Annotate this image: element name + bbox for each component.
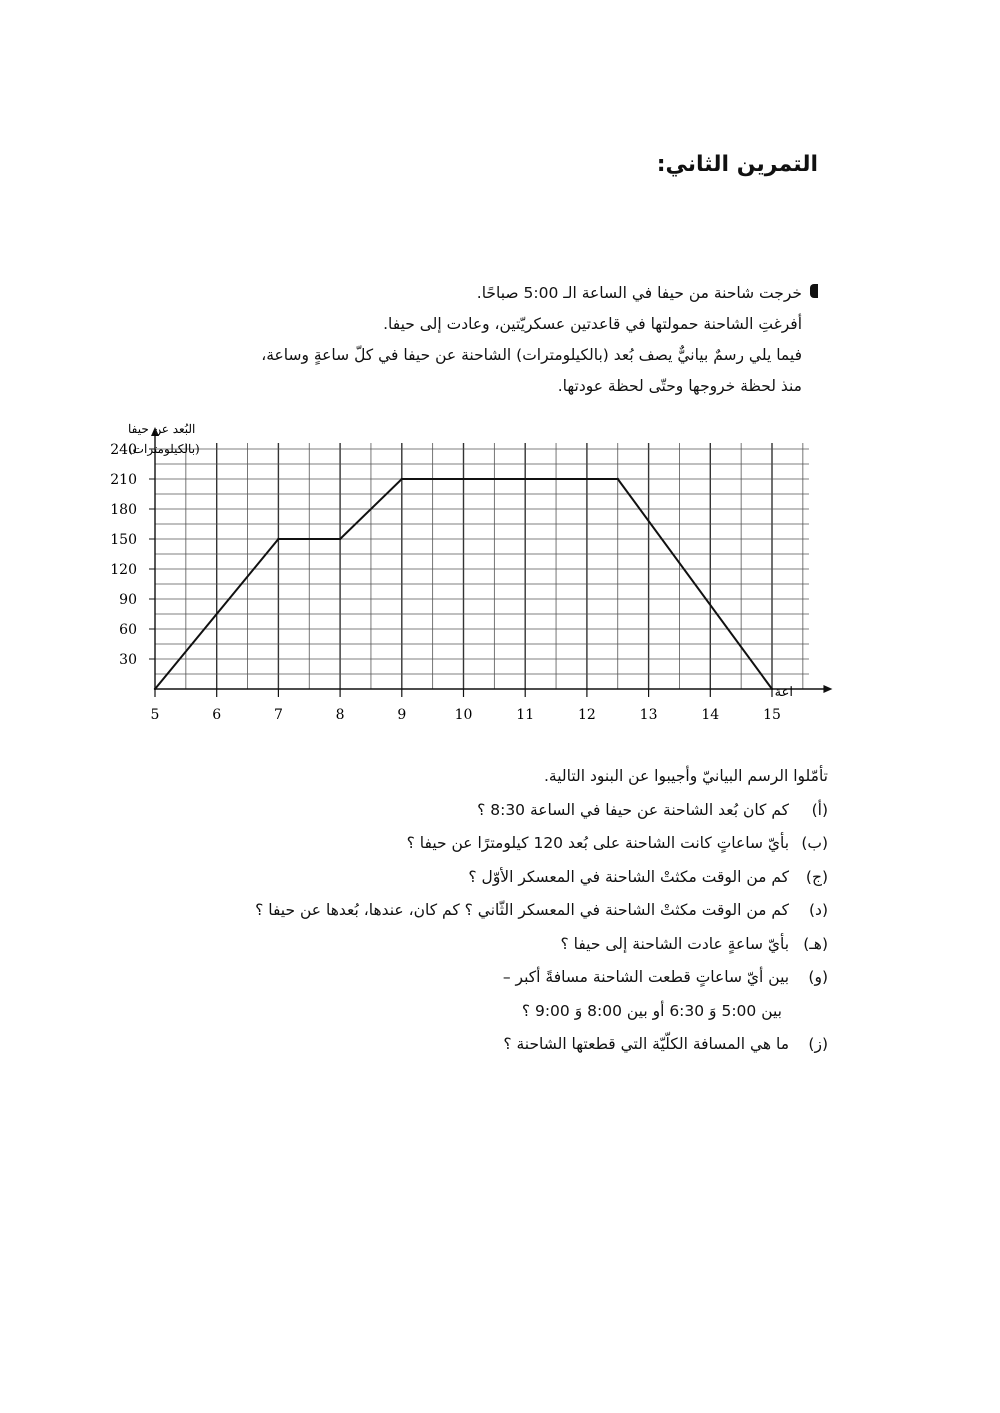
- question-f-continuation: [148, 995, 828, 1029]
- questions-intro: تأمّلوا الرسم البيانيّ وأجيبوا عن البنود التالية.: [543, 767, 828, 785]
- x-tick-label: 5: [150, 707, 160, 723]
- y-tick-label: 210: [110, 472, 137, 488]
- question-c: [148, 861, 828, 895]
- data-point: [277, 538, 279, 540]
- question-text: كم كان بُعد الشاحنة عن حيفا في الساعة 8:30 ؟: [477, 800, 790, 819]
- intro-paragraph: [122, 278, 802, 402]
- x-tick-label: 15: [763, 707, 781, 723]
- chart-svg: [40, 405, 860, 745]
- question-text: ما هي المسافة الكلّيّة التي قطعتها الشاحنة ؟: [503, 1035, 790, 1053]
- x-tick-label: 7: [273, 707, 283, 723]
- bullet-mark: [810, 284, 818, 298]
- data-point: [771, 688, 773, 690]
- question-f: [148, 961, 828, 995]
- question-letter: (ب): [801, 834, 828, 852]
- x-tick-label: 10: [454, 707, 473, 723]
- intro-line-2: أفرغتِ الشاحنة حمولتها في قاعدتين عسكريّتين، وعادت إلى حيفا.: [383, 315, 802, 333]
- y-axis-label-line2: (بالكيلومترات): [128, 442, 200, 456]
- x-tick-label: 6: [212, 707, 222, 723]
- x-tick-label: 14: [701, 707, 720, 723]
- question-b: [148, 827, 828, 861]
- question-letter: (ز): [808, 1035, 828, 1053]
- x-axis-arrow: [823, 685, 832, 693]
- y-tick-label: 60: [119, 622, 137, 638]
- y-tick-label: 180: [110, 502, 137, 518]
- data-point: [154, 688, 156, 690]
- question-text: بأيّ ساعاتٍ كانت الشاحنة على بُعد 120 كيلومترًا عن حيفا ؟: [406, 834, 790, 852]
- question-text: بين 5:00 وَ 6:30 أو بين 8:00 وَ 9:00 ؟: [521, 1001, 782, 1020]
- x-tick-label: 11: [516, 707, 535, 723]
- page-title: التمرين الثاني:: [656, 152, 818, 177]
- question-a: [148, 794, 828, 828]
- y-axis-label-line1: البُعد عن حيفا: [128, 422, 196, 436]
- x-tick-label: 12: [577, 707, 596, 723]
- intro-line-4: منذ لحظة خروجها وحتّى لحظة عودتها.: [557, 377, 802, 395]
- question-letter: (هـ): [803, 934, 828, 953]
- question-text: بين أيّ ساعاتٍ قطعت الشاحنة مسافةً أكبر –: [502, 968, 790, 986]
- y-tick-label: 240: [110, 442, 137, 458]
- question-d: [148, 894, 828, 928]
- question-letter: (و): [808, 968, 828, 986]
- data-point: [339, 538, 341, 540]
- y-tick-label: 30: [119, 652, 137, 668]
- question-letter: (أ): [811, 800, 828, 819]
- question-letter: (د): [809, 901, 828, 919]
- question-g: [148, 1028, 828, 1062]
- x-axis-label: اعة: [774, 685, 793, 700]
- distance-time-chart: [40, 405, 860, 745]
- question-e: [148, 928, 828, 962]
- y-tick-label: 90: [119, 592, 137, 608]
- data-point: [617, 478, 619, 480]
- intro-line-1: خرجت شاحنة من حيفا في الساعة الـ 5:00 صباحًا.: [476, 284, 802, 302]
- question-letter: (ج): [805, 867, 828, 886]
- y-tick-label: 150: [110, 532, 137, 548]
- question-text: كم من الوقت مكثتْ الشاحنة في المعسكر الأوّل ؟: [468, 867, 790, 886]
- question-text: كم من الوقت مكثتْ الشاحنة في المعسكر الثّاني ؟ كم كان، عندها، بُعدها عن حيفا ؟: [255, 901, 790, 919]
- x-tick-label: 8: [335, 707, 345, 723]
- data-point: [401, 478, 403, 480]
- intro-line-3: فيما يلي رسمٌ بيانيٌّ يصف بُعد (بالكيلومترات) الشاحنة عن حيفا في كلّ ساعةٍ وساعة،: [261, 346, 802, 364]
- questions-block: [148, 760, 828, 1062]
- x-tick-label: 13: [639, 707, 658, 723]
- x-tick-label: 9: [397, 707, 407, 723]
- question-text: بأيّ ساعةٍ عادت الشاحنة إلى حيفا ؟: [560, 934, 790, 953]
- y-tick-label: 120: [110, 562, 137, 578]
